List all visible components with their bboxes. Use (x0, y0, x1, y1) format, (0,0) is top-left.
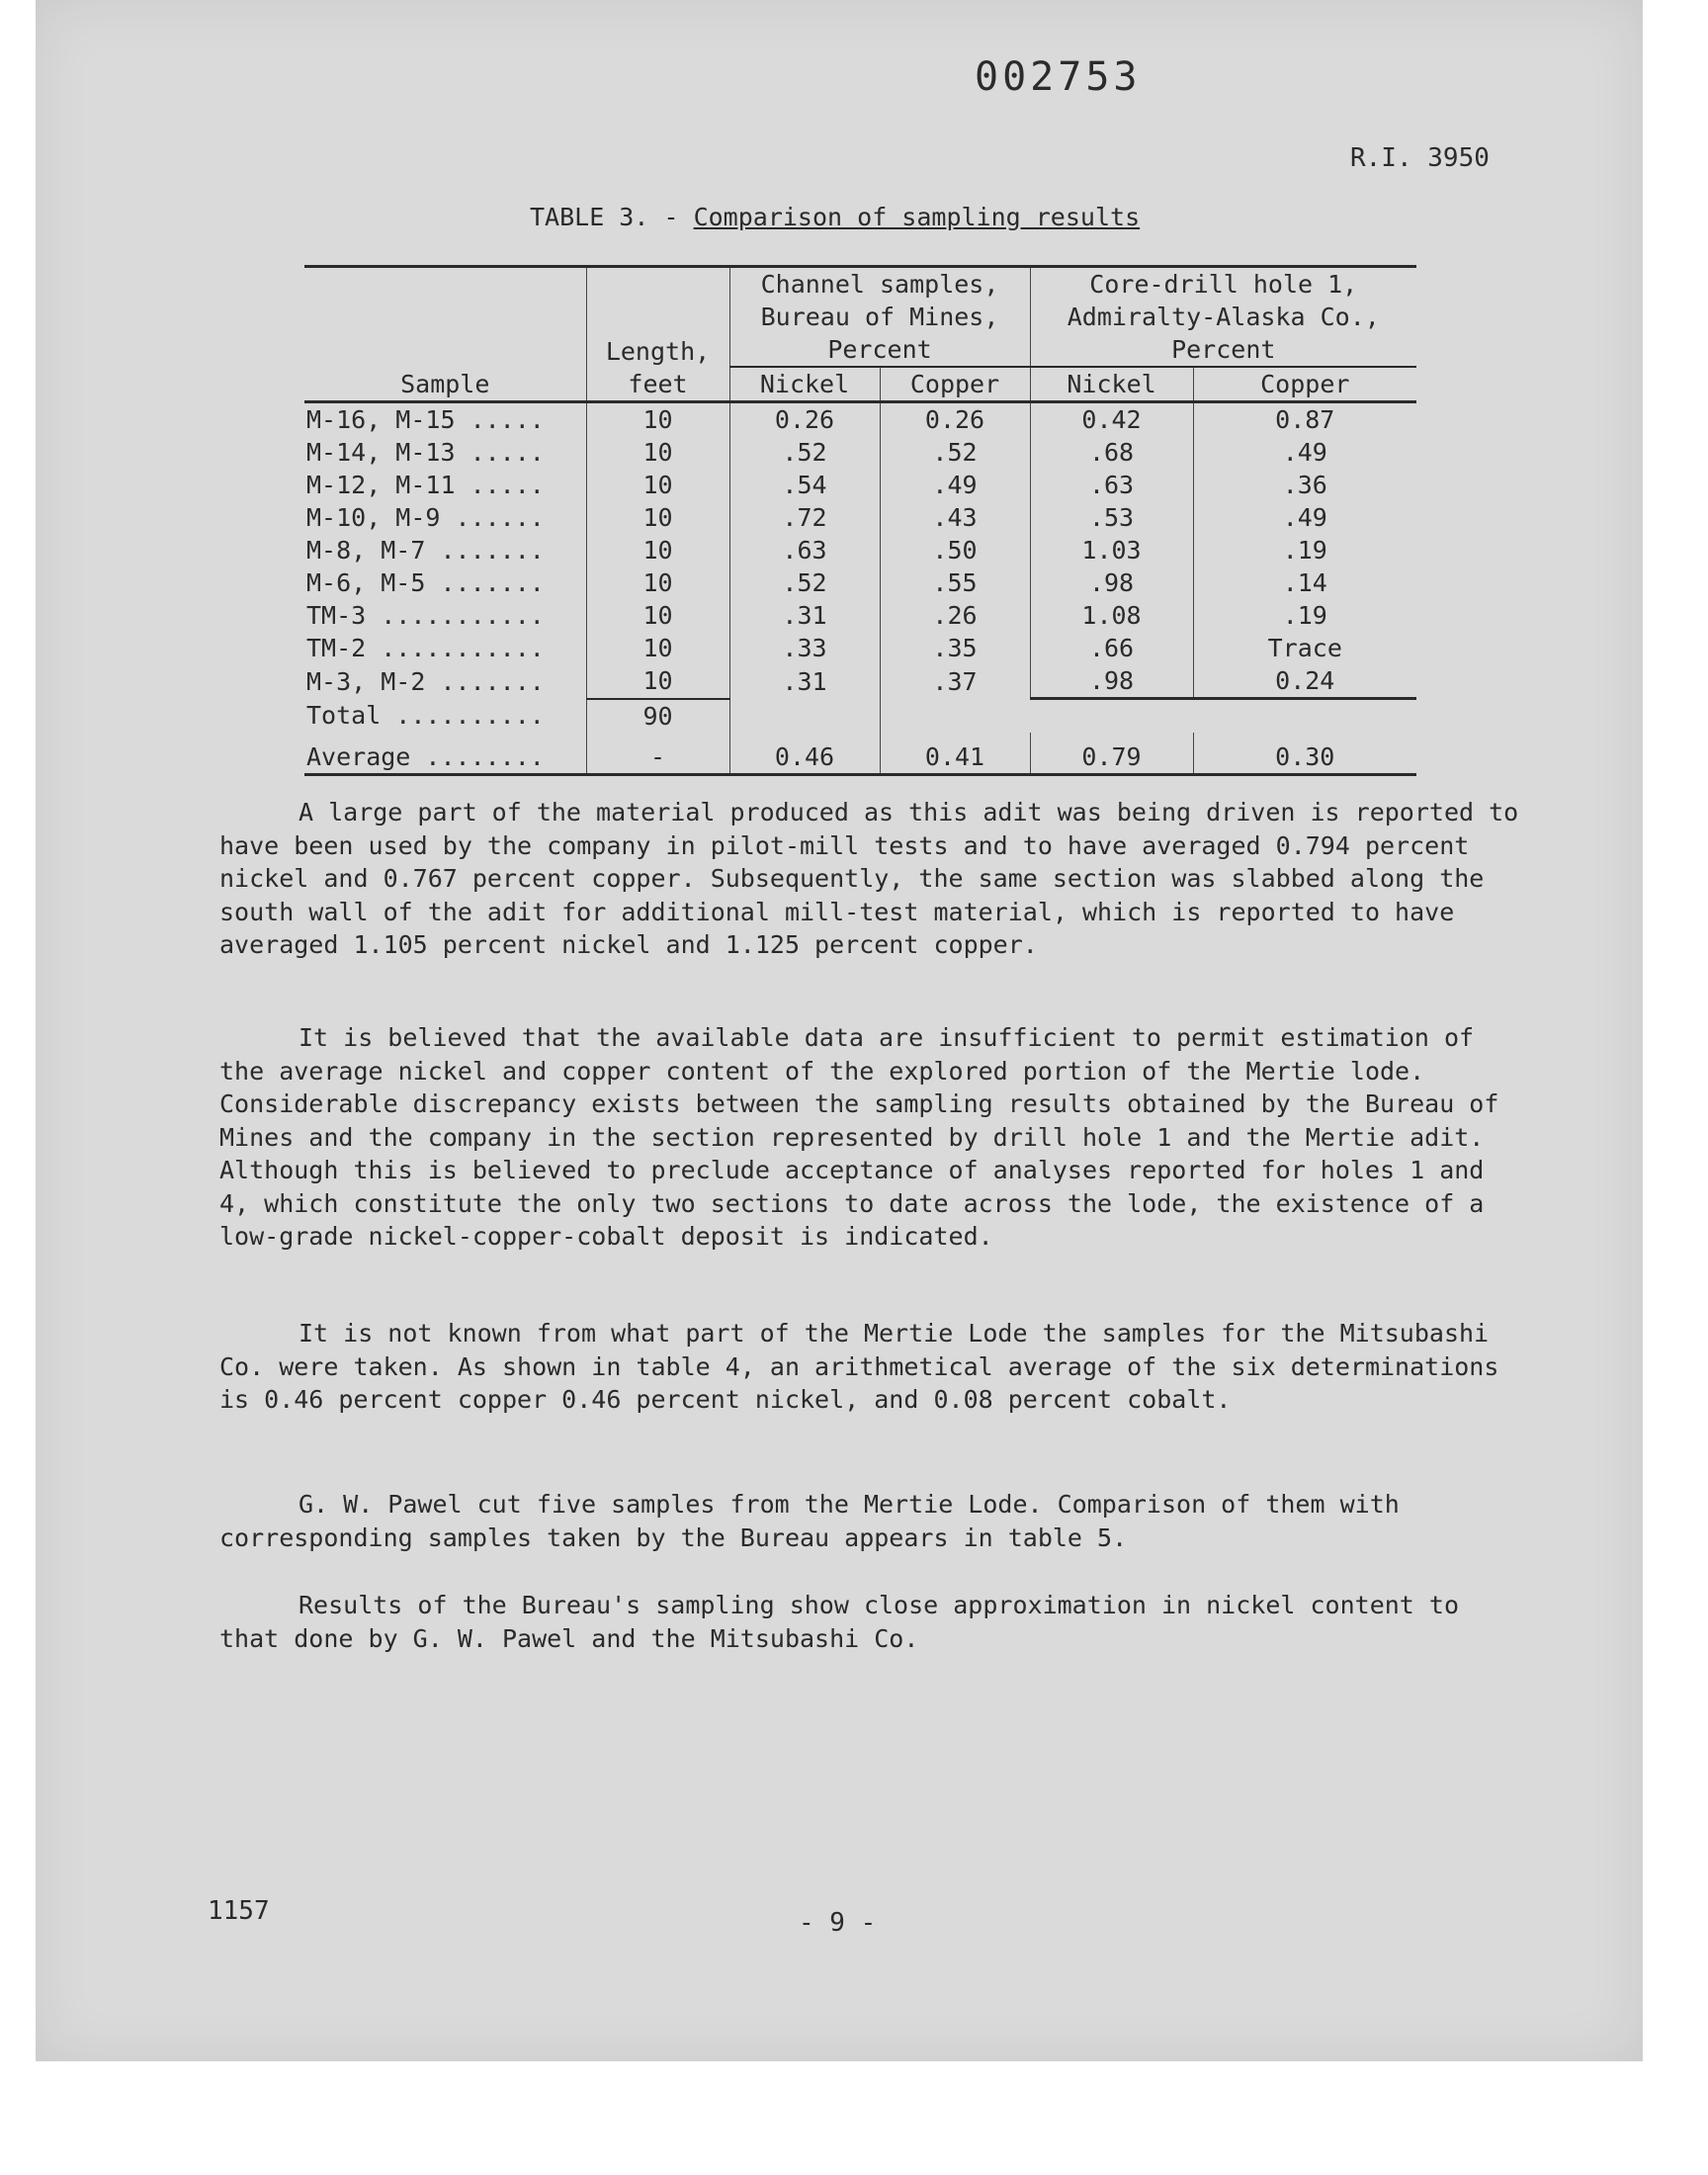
paragraph-insufficient-data: It is believed that the available data are insufficient to permit estimation of the average nickel and copper content of the explored portion of the Mertie lode. Considerable discrepancy exists between the sampling results obtained by the Bureau of Mines and the company in the section represented by drill hole 1 and the Mertie adit. Although this is believed to preclude acceptance of analyses reported for holes 1 and 4, which constitute the only two sections to date across the lode, the existence of a low-grade nickel-copper-cobalt deposit is indicated. (219, 1023, 1499, 1251)
header-core-copper: Copper (1193, 367, 1416, 402)
cell-channel-copper: .43 (880, 501, 1030, 534)
cell-channel-nickel: .33 (729, 632, 880, 664)
paragraph-results: Results of the Bureau's sampling show close approximation in nickel content to that done by G. W. Pawel and the Mitsubashi Co. (219, 1591, 1459, 1653)
table-row (304, 632, 1416, 664)
cell-core-copper: .14 (1193, 566, 1416, 599)
average-length: - (586, 733, 729, 775)
cell-core-copper: .19 (1193, 599, 1416, 632)
footer-number: 1157 (208, 1896, 270, 1926)
cell-core-nickel: .98 (1030, 566, 1193, 599)
cell-sample: M-3, M-2 ....... (306, 666, 545, 696)
average-channel-nickel: 0.46 (729, 733, 880, 775)
cell-core-nickel: .63 (1030, 469, 1193, 501)
cell-length: 10 (586, 469, 729, 501)
table-row (304, 501, 1416, 534)
average-label: Average ........ (304, 733, 586, 775)
cell-length: 10 (586, 599, 729, 632)
cell-core-nickel: 1.03 (1030, 534, 1193, 566)
cell-sample: TM-2 ........... (306, 634, 545, 662)
cell-sample: M-16, M-15 ..... (306, 405, 545, 434)
table-row (304, 469, 1416, 501)
cell-channel-copper: .50 (880, 534, 1030, 566)
cell-channel-copper: 0.26 (880, 402, 1030, 437)
header-channel-nickel: Nickel (729, 367, 880, 402)
cell-core-copper: .36 (1193, 469, 1416, 501)
cell-length: 10 (586, 632, 729, 664)
cell-channel-copper: .37 (880, 664, 1030, 699)
cell-core-copper: 0.87 (1193, 402, 1416, 437)
cell-length: 10 (586, 501, 729, 534)
cell-sample: M-6, M-5 ....... (306, 568, 545, 597)
cell-core-nickel: .68 (1030, 436, 1193, 469)
sampling-table (304, 265, 1416, 776)
paragraph-pilot-mill: A large part of the material produced as this adit was being driven is reported to have been used by the company in pilot-mill tests and to have averaged 0.794 percent nickel and 0.767 percent copper. Subsequently, the same section was slabbed along the south wall of the adit for additional mill-test material, which is reported to have averaged 1.105 percent nickel and 1.125 percent copper. (219, 798, 1519, 959)
header-core-group: Core-drill hole 1, Admiralty-Alaska Co., Percent (1030, 267, 1416, 368)
table-row (304, 566, 1416, 599)
table-row (304, 534, 1416, 566)
average-channel-copper: 0.41 (880, 733, 1030, 775)
cell-core-nickel: 1.08 (1030, 599, 1193, 632)
table-label: TABLE 3. - (530, 203, 694, 231)
cell-channel-nickel: .52 (729, 436, 880, 469)
cell-channel-copper: .35 (880, 632, 1030, 664)
header-core-nickel: Nickel (1030, 367, 1193, 402)
cell-core-copper: .19 (1193, 534, 1416, 566)
cell-sample: TM-3 ........... (306, 601, 545, 630)
cell-sample: M-12, M-11 ..... (306, 471, 545, 499)
cell-core-nickel: 0.42 (1030, 402, 1193, 437)
stamp-number: 002753 (975, 54, 1142, 100)
cell-core-copper: .49 (1193, 501, 1416, 534)
cell-channel-copper: .55 (880, 566, 1030, 599)
cell-core-nickel: .98 (1030, 664, 1193, 699)
paragraph-pawel: G. W. Pawel cut five samples from the Mertie Lode. Comparison of them with corresponding samples taken by the Bureau appears in table 5. (219, 1490, 1400, 1552)
header-channel-copper: Copper (880, 367, 1030, 402)
cell-channel-nickel: .63 (729, 534, 880, 566)
cell-sample: M-10, M-9 ...... (306, 503, 545, 532)
cell-length: 10 (586, 566, 729, 599)
page-number: - 9 - (799, 1908, 877, 1938)
cell-channel-copper: .52 (880, 436, 1030, 469)
cell-channel-copper: .49 (880, 469, 1030, 501)
total-label: Total .......... (306, 701, 545, 730)
cell-core-nickel: .53 (1030, 501, 1193, 534)
cell-core-copper: 0.24 (1193, 664, 1416, 699)
header-length: Length, feet (586, 267, 729, 402)
cell-core-copper: Trace (1193, 632, 1416, 664)
report-id: R.I. 3950 (1350, 143, 1490, 173)
cell-length: 10 (586, 402, 729, 437)
table-caption: Comparison of sampling results (693, 203, 1141, 231)
average-core-nickel: 0.79 (1030, 733, 1193, 775)
cell-sample: M-14, M-13 ..... (306, 438, 545, 467)
cell-length: 10 (586, 436, 729, 469)
average-core-copper: 0.30 (1193, 733, 1416, 775)
cell-length: 10 (586, 534, 729, 566)
cell-length: 10 (586, 664, 729, 699)
table-row (304, 599, 1416, 632)
cell-channel-copper: .26 (880, 599, 1030, 632)
cell-core-nickel: .66 (1030, 632, 1193, 664)
table-row (304, 664, 1416, 699)
cell-channel-nickel: .31 (729, 664, 880, 699)
total-length: 90 (586, 699, 729, 733)
average-row (304, 733, 1416, 775)
header-channel-group: Channel samples, Bureau of Mines, Percent (729, 267, 1030, 368)
cell-sample: M-8, M-7 ....... (306, 536, 545, 565)
cell-channel-nickel: .54 (729, 469, 880, 501)
cell-channel-nickel: .52 (729, 566, 880, 599)
cell-core-copper: .49 (1193, 436, 1416, 469)
header-sample: Sample (304, 267, 586, 402)
total-row (304, 699, 1416, 733)
cell-channel-nickel: .72 (729, 501, 880, 534)
cell-channel-nickel: .31 (729, 599, 880, 632)
table-row (304, 436, 1416, 469)
table-title (530, 203, 1140, 231)
paragraph-mitsubashi: It is not known from what part of the Mertie Lode the samples for the Mitsubashi Co. were taken. As shown in table 4, an arithmetical average of the six determinations is 0.46 percent copper 0.46 percent nickel, and 0.08 percent cobalt. (219, 1319, 1499, 1414)
table-row (304, 402, 1416, 437)
cell-channel-nickel: 0.26 (729, 402, 880, 437)
